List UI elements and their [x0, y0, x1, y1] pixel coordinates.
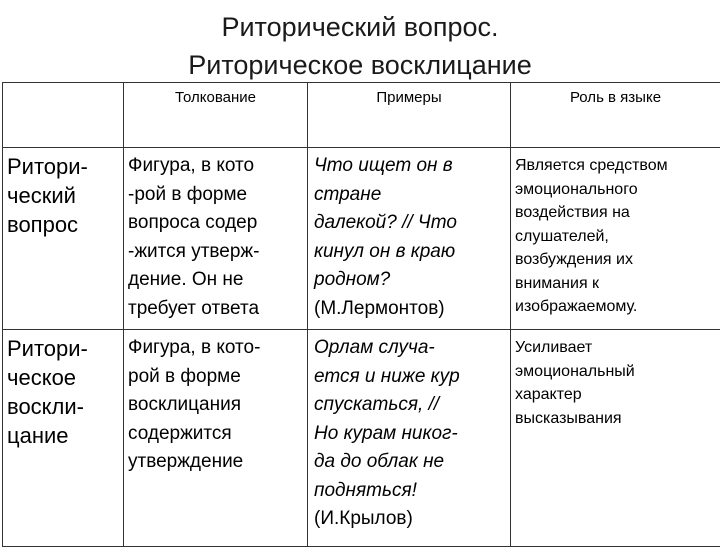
example-cell: Орлам случа- ется и ниже кур спускаться, // Но курам никог- да до облак не подняться! (И.Крылов) — [308, 330, 511, 547]
header-interpretation: Толкование — [124, 83, 308, 148]
role-cell: Является средством эмоционального воздействия на слушателей, возбуждения их внимания к изображаемому. — [511, 148, 720, 330]
header-examples: Примеры — [308, 83, 511, 148]
term-cell: Ритори- ческое воскли- цание — [3, 330, 124, 547]
example-source: (И.Крылов) — [314, 505, 510, 534]
header-row — [3, 83, 720, 148]
slide-title-line-1: Риторический вопрос. — [0, 10, 720, 44]
table-row — [3, 148, 720, 330]
slide-title-line-2: Риторическое восклицание — [0, 48, 720, 82]
header-role: Роль в языке — [511, 83, 720, 148]
definition-cell: Фигура, в кото- рой в форме восклицания содержится утверждение — [124, 330, 308, 547]
term-cell: Ритори- ческий вопрос — [3, 148, 124, 330]
comparison-table — [2, 82, 720, 547]
table-row — [3, 330, 720, 547]
example-cell: Что ищет он в стране далекой? // Что кинул он в краю родном? (М.Лермонтов) — [308, 148, 511, 330]
definition-cell: Фигура, в кото -рой в форме вопроса содер -жится утверж- дение. Он не требует ответа — [124, 148, 308, 330]
header-empty — [3, 83, 124, 148]
example-source: (М.Лермонтов) — [314, 295, 510, 324]
role-cell: Усиливает эмоциональный характер высказывания — [511, 330, 720, 547]
